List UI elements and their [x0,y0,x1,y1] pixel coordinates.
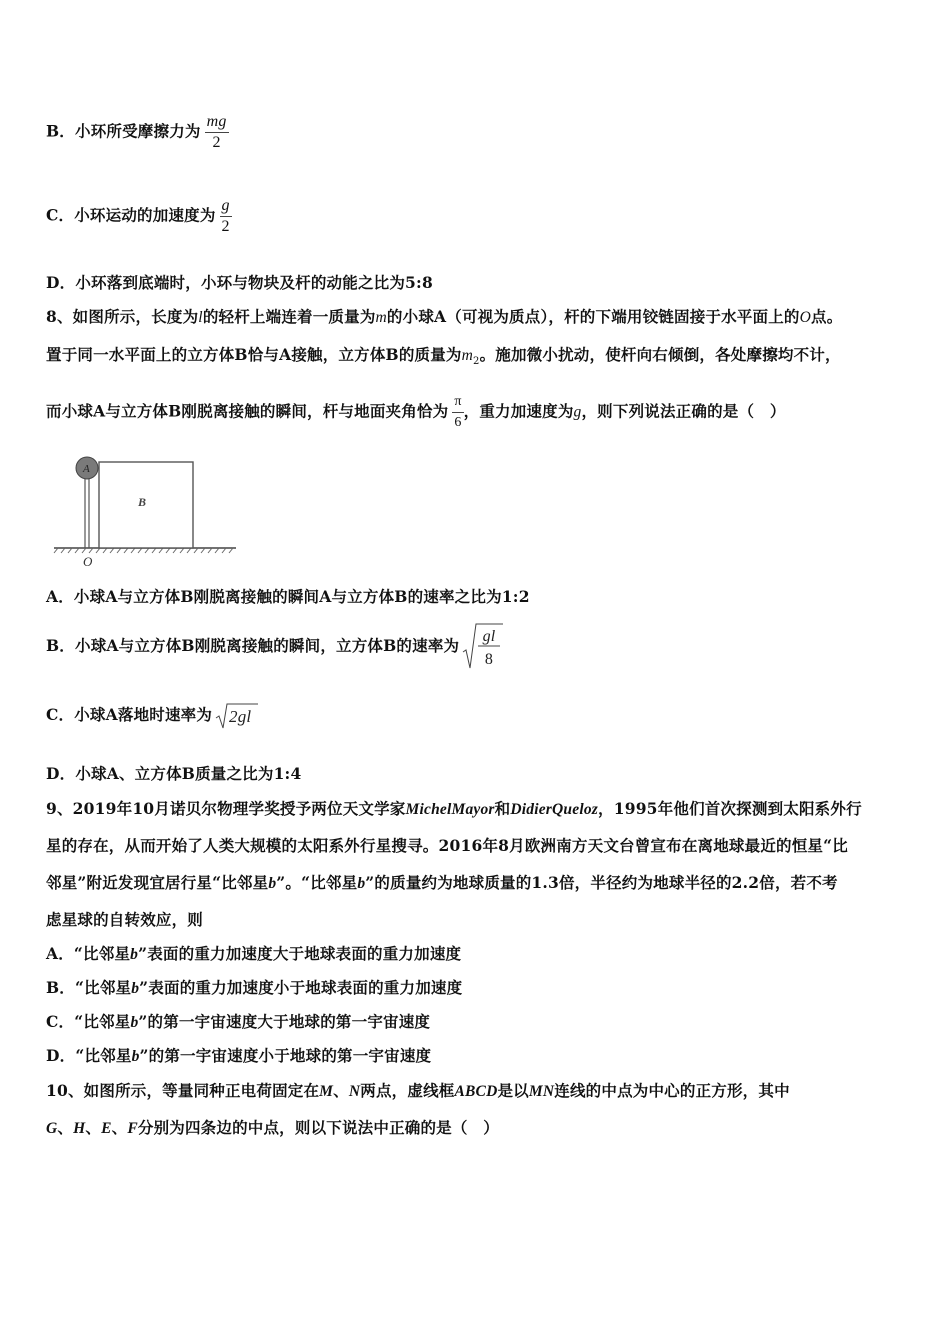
q8-option-b [46,622,504,672]
q8-option-d-text: D．小球A、立方体B质量之比为1:4 [46,764,302,783]
variable-b: b [131,1048,140,1065]
variable-e: E [101,1120,112,1137]
fraction-mg-over-2 [205,112,229,153]
fraction-denominator: 2 [221,218,230,235]
text-run: 和 [494,799,511,818]
text-run: 分别为四条边的中点，则以下说法中正确的是（ ） [137,1118,499,1137]
variable-b: b [131,980,140,997]
q7-option-b [46,112,229,153]
q7-option-d-text: D．小环落到底端时，小环与物块及杆的动能之比为5:8 [46,273,433,292]
variable-m: M [319,1083,334,1100]
variable-l: l [198,309,203,326]
pivot-label: O [83,554,93,569]
text-run: ，则下列说法正确的是（ ） [581,401,786,421]
sqrt-radicand: 2gl [229,707,252,726]
text-run: 是以 [497,1081,529,1100]
q8-stem-line-3 [46,392,786,433]
text-run: 的轻杆上端连着一质量为 [202,307,376,326]
q8-option-b-text: B．小球A与立方体B刚脱离接触的瞬间，立方体B的速率为 [46,636,460,655]
sqrt-numerator: gl [482,628,496,645]
text-run: 虑星球的自转效应，则 [46,910,204,929]
q8-option-a [46,585,530,607]
q10-stem-line-1 [46,1079,790,1101]
sqrt-2gl [215,702,259,730]
variable-f: F [127,1120,138,1137]
block-label: B [138,495,147,509]
separator: 、 [111,1118,128,1137]
q9-option-d [46,1044,431,1066]
text-run: 9、2019年10月诺贝尔物理学奖授予两位天文学家 [46,799,406,818]
text-run: 星的存在，从而开始了人类大规模的太阳系外行星搜寻。2016年8月欧洲南方天文台曾宣布在离地球最近的恒星“比 [46,836,848,855]
ball-label: A [83,463,90,475]
text-run: 。施加微小扰动，使杆向右倾倒，各处摩擦均不计， [479,345,841,364]
subscript: 2 [473,356,480,368]
variable-m: m [375,309,387,326]
fraction-g-over-2 [220,196,232,237]
q7-option-d [46,271,433,293]
variable-b: b [357,875,366,892]
text-run: ，1995年他们首次探测到太阳系外行 [598,799,862,818]
q9-option-a [46,942,461,964]
text-run: 连线的中点为中心的正方形，其中 [554,1081,790,1100]
name-michel-mayor: MichelMayor [405,801,495,818]
text-run: 邻星”附近发现宜居行星“比邻星 [46,873,269,892]
sqrt-denominator: 8 [485,651,494,668]
text-run: 8、如图所示，长度为 [46,307,199,326]
q7-option-c [46,196,232,237]
q8-option-d [46,762,301,784]
separator: 、 [57,1118,74,1137]
q7-option-c-text: C．小环运动的加速度为 [46,205,216,225]
variable-h: H [73,1120,86,1137]
q9-stem-line-2 [46,834,848,856]
text-run: ”的质量约为地球质量的1.3倍，半径约为地球半径的2.2倍，若不考 [365,873,838,892]
text-run: 而小球A与立方体B刚脱离接触的瞬间，杆与地面夹角恰为 [46,401,449,421]
text-run: ，重力加速度为 [463,401,574,421]
q9-option-c [46,1010,430,1032]
variable-b: b [130,946,139,963]
fraction-denominator: 6 [454,415,462,430]
sqrt-gl-over-8 [462,622,504,672]
variable-o: O [799,309,812,326]
variable-m: m [461,347,474,364]
sqrt-symbol [462,622,504,672]
text-run: 10、如图所示，等量同种正电荷固定在 [46,1081,320,1100]
text-run: C．“比邻星 [46,1012,131,1031]
q9-stem-line-4 [46,908,203,930]
variable-abcd: ABCD [454,1083,498,1100]
q8-stem-line-2 [46,343,841,367]
q7-option-b-text: B．小环所受摩擦力为 [46,121,201,141]
variable-mn: MN [528,1083,555,1100]
fraction-denominator: 2 [212,134,221,151]
text-run: 点。 [811,307,843,326]
q8-option-a-text: A．小球A与立方体B刚脱离接触的瞬间A与立方体B的速率之比为1:2 [46,587,530,606]
sqrt-symbol [215,702,259,730]
variable-b: b [130,1014,139,1031]
ground-hatching [54,548,233,553]
separator: 、 [85,1118,102,1137]
text-run: 两点，虚线框 [360,1081,455,1100]
text-run: 的小球A（可视为质点），杆的下端用铰链固接于水平面上的 [386,307,800,326]
variable-g: g [573,403,582,421]
rod-ball-block-figure [52,452,242,572]
fraction-numerator: π [452,392,463,413]
text-run: 置于同一水平面上的立方体B恰与A接触，立方体B的质量为 [46,345,462,364]
q9-stem-line-1 [46,797,862,819]
text-run: ”表面的重力加速度大于地球表面的重力加速度 [138,944,462,963]
text-run: ”的第一宇宙速度大于地球的第一宇宙速度 [138,1012,431,1031]
text-run: D．“比邻星 [46,1046,132,1065]
q9-option-b [46,976,462,998]
text-run: A．“比邻星 [46,944,131,963]
variable-n: N [348,1083,361,1100]
fraction-numerator: mg [205,112,229,133]
text-run: B．“比邻星 [46,978,132,997]
q8-stem-line-1 [46,305,842,327]
q10-stem-line-2 [46,1116,499,1138]
name-didier-queloz: DidierQueloz [510,801,599,818]
text-run: ”。“比邻星 [276,873,358,892]
q9-stem-line-3 [46,871,838,893]
text-run: 、 [333,1081,349,1100]
variable-g: G [46,1120,58,1137]
variable-b: b [268,875,277,892]
q8-option-c-text: C．小球A落地时速率为 [46,705,213,724]
q8-option-c [46,702,259,730]
fraction-numerator: g [220,196,232,217]
text-run: ”的第一宇宙速度小于地球的第一宇宙速度 [139,1046,432,1065]
fraction-pi-over-6 [452,392,463,433]
text-run: ”表面的重力加速度小于地球表面的重力加速度 [139,978,463,997]
